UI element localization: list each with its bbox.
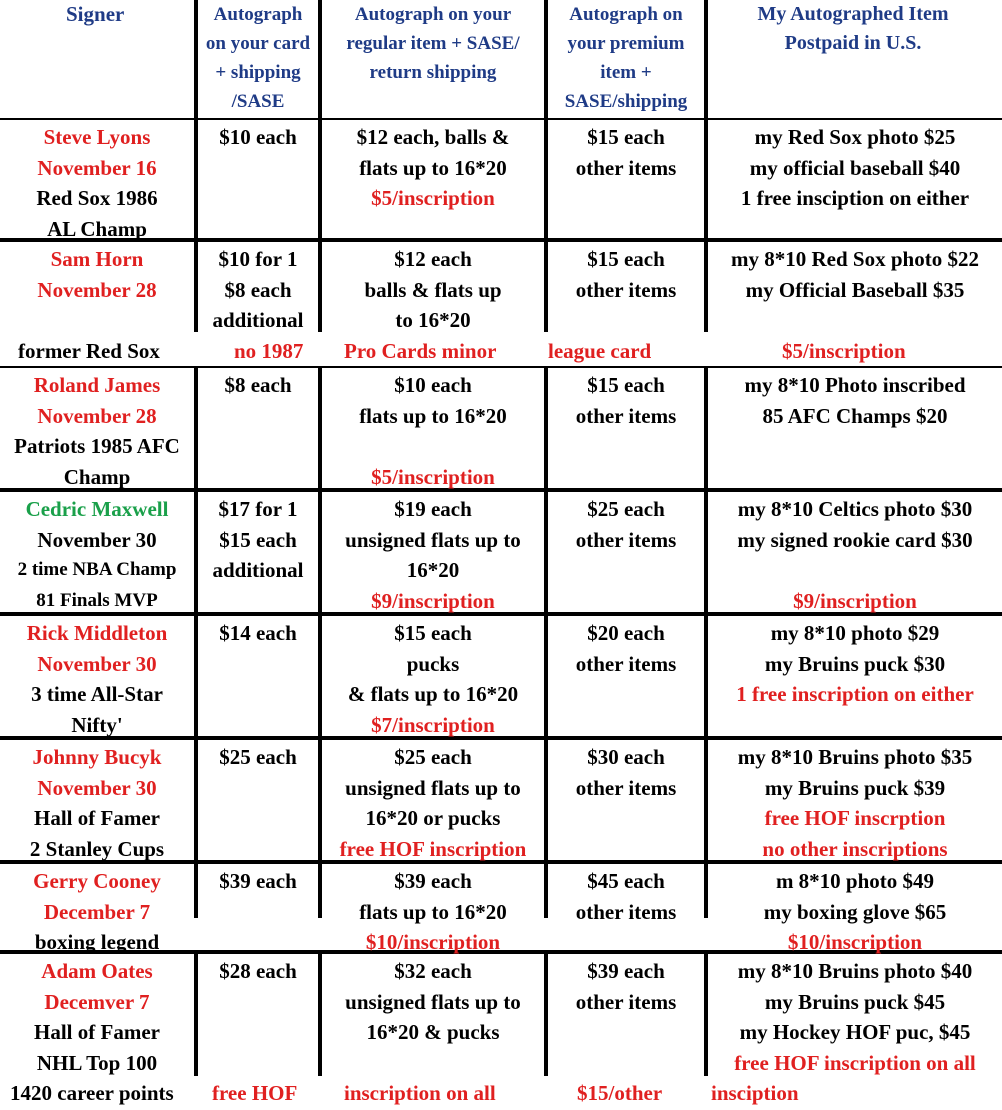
cell-line: $20 each (587, 621, 665, 645)
signer-cell (0, 122, 194, 244)
header-signer: Signer (66, 2, 125, 26)
inscription-price: $10/inscription (365, 930, 501, 954)
cell-line: 1 free inscription on either (736, 682, 974, 706)
cell-line: my 8*10 Bruins photo $35 (737, 745, 973, 769)
regular-price-cell (322, 244, 544, 336)
note-text: Pro Cards minor (344, 339, 497, 363)
cell-line: flats up to 16*20 (359, 899, 507, 924)
cell-line: free HOF inscription on all (734, 1050, 976, 1075)
my-item-cell (708, 618, 1002, 710)
signer-cell (0, 494, 194, 616)
regular-price-cell (322, 370, 544, 492)
inscription-price: $5/inscription (782, 339, 906, 363)
cell-line: my 8*10 Photo inscribed (744, 373, 966, 397)
signer-note: 81 Finals MVP (36, 589, 158, 611)
signer-note: NHL Top 100 (36, 1050, 158, 1075)
cell-line: $15 each (219, 527, 297, 552)
premium-price-cell (548, 244, 704, 305)
signing-date: November 28 (37, 277, 157, 302)
cell-line: $14 each (219, 621, 297, 645)
regular-price-cell (322, 122, 544, 214)
signer-cell (0, 618, 194, 740)
cell-line: my Official Baseball $35 (745, 277, 965, 302)
cell-line: $15 each (394, 621, 472, 645)
note-text: free HOF (212, 1081, 298, 1105)
signer-name: Roland James (33, 373, 161, 397)
cell-line: other items (575, 155, 677, 180)
signer-note: former Red Sox (18, 339, 160, 363)
inscription-price: free HOF inscription (339, 836, 527, 861)
card-price-cell (198, 370, 318, 401)
signer-name: Sam Horn (50, 247, 144, 271)
signing-date: November 16 (37, 155, 157, 180)
signing-date: November 30 (37, 651, 157, 676)
my-item-cell (708, 742, 1002, 864)
cell-line: my official baseball $40 (749, 155, 961, 180)
inscription-price: $7/inscription (371, 712, 495, 737)
cell-line: $39 each (219, 869, 297, 893)
cell-line: $30 each (587, 745, 665, 769)
cell-line: additional (212, 558, 304, 582)
signer-note: Hall of Famer (34, 806, 160, 830)
table-row (0, 120, 1002, 241)
cell-line: m 8*10 photo $49 (775, 869, 935, 893)
cell-line: my Red Sox photo $25 (754, 125, 956, 149)
my-item-cell (708, 370, 1002, 431)
cell-line: 85 AFC Champs $20 (762, 403, 948, 428)
card-price-cell (198, 122, 318, 153)
row-bottom-line (0, 1078, 1002, 1108)
header-col-my-item: My Autographed Item Postpaid in U.S. (757, 3, 949, 54)
my-item-cell (708, 244, 1002, 305)
premium-price-cell (548, 956, 704, 1017)
regular-price-cell (322, 742, 544, 864)
note-text: no 1987 (234, 339, 304, 363)
table-row (0, 864, 1002, 954)
premium-price-cell (548, 370, 704, 431)
card-price-cell (198, 618, 318, 649)
card-price-cell (198, 742, 318, 773)
table-row (0, 368, 1002, 488)
signing-date: November 30 (37, 527, 157, 552)
cell-line: my Hockey HOF puc, $45 (739, 1020, 971, 1044)
cell-line: $10 for 1 (218, 247, 298, 271)
signer-name: Steve Lyons (43, 125, 151, 149)
signer-note: boxing legend (34, 930, 160, 954)
cell-line: other items (575, 403, 677, 428)
signer-note: 2 time NBA Champ (17, 559, 177, 580)
cell-line: to 16*20 (395, 308, 471, 332)
cell-line: $15 each (587, 247, 665, 271)
cell-line: free HOF inscrption (764, 806, 946, 830)
signer-note: AL Champ (47, 216, 147, 241)
cell-line: balls & flats up (364, 277, 502, 302)
cell-line: $19 each (394, 497, 472, 521)
cell-line: $25 each (394, 745, 472, 769)
my-item-cell (708, 122, 1002, 214)
signer-note: Hall of Famer (34, 1020, 160, 1044)
regular-price-cell (322, 956, 544, 1048)
header-col-card: Autograph on your card + shipping /SASE (205, 4, 311, 112)
cell-line: my 8*10 Bruins photo $40 (737, 959, 973, 983)
regular-price-cell (322, 866, 544, 958)
inscription-price: $5/inscription (371, 186, 495, 210)
row-bottom-line (0, 336, 1002, 366)
my-item-cell (708, 494, 1002, 616)
signer-note: 1420 career points (10, 1081, 174, 1105)
signer-note: 2 Stanley Cups (29, 836, 165, 861)
cell-line: $39 each (394, 869, 472, 893)
cell-line: my 8*10 Celtics photo $30 (737, 497, 973, 521)
cell-line: $12 each (394, 247, 472, 271)
cell-line: $17 for 1 (218, 497, 298, 521)
premium-price-cell (548, 494, 704, 555)
cell-line: $10/inscription (787, 930, 923, 954)
cell-line: pucks (406, 651, 460, 676)
signer-cell (0, 370, 194, 492)
header-col-regular: Autograph on your regular item + SASE/ return shipping (346, 4, 520, 83)
cell-line: $10 each (219, 125, 297, 149)
cell-line: additional (212, 308, 304, 332)
signing-date: November 30 (37, 775, 157, 800)
cell-line: $10 each (394, 373, 472, 397)
table-row (0, 616, 1002, 736)
cell-line: my Bruins puck $39 (764, 775, 946, 800)
signing-date: November 28 (37, 403, 157, 428)
card-price-cell (198, 494, 318, 586)
cell-line: $9/inscription (793, 588, 917, 613)
signer-name: Gerry Cooney (33, 869, 161, 893)
cell-line: unsigned flats up to (345, 989, 521, 1014)
table-row (0, 954, 1002, 1110)
signer-note: Nifty' (71, 712, 123, 737)
cell-line: flats up to 16*20 (359, 155, 507, 180)
table-row (0, 740, 1002, 860)
cell-line: other items (575, 277, 677, 302)
cell-line: my signed rookie card $30 (737, 527, 973, 552)
card-price-cell (198, 244, 318, 336)
cell-line: & flats up to 16*20 (347, 682, 519, 706)
cell-line: $12 each, balls & (356, 125, 510, 149)
note-text: inscription on all (344, 1081, 496, 1105)
cell-line: my boxing glove $65 (763, 899, 947, 924)
cell-line: $25 each (219, 745, 297, 769)
cell-line: 16*20 or pucks (365, 806, 501, 830)
cell-line: my 8*10 Red Sox photo $22 (731, 247, 979, 271)
regular-price-cell (322, 494, 544, 616)
signer-cell (0, 244, 194, 305)
cell-line: 16*20 & pucks (366, 1020, 500, 1044)
cell-line: $8 each (224, 277, 292, 302)
signer-note: Patriots 1985 AFC (14, 434, 180, 458)
cell-line: other items (575, 989, 677, 1014)
cell-line: $32 each (394, 959, 472, 983)
cell-line: 16*20 (406, 558, 460, 582)
cell-line: $8 each (224, 373, 292, 397)
signer-name: Johnny Bucyk (32, 745, 162, 769)
cell-line: my Bruins puck $45 (764, 989, 946, 1014)
signer-cell (0, 866, 194, 958)
header-col-premium: Autograph on your premium item + SASE/shipping (564, 4, 688, 112)
cell-line: $15 each (587, 125, 665, 149)
cell-line: no other inscriptions (762, 836, 948, 861)
cell-line: $45 each (587, 869, 665, 893)
premium-price-cell (548, 742, 704, 803)
signer-name: Cedric Maxwell (25, 497, 169, 521)
cell-line: other items (575, 899, 677, 924)
cell-line: $28 each (219, 959, 297, 983)
note-text: $15/other (577, 1081, 663, 1105)
table-row (0, 242, 1002, 366)
my-item-cell (708, 866, 1002, 958)
signer-note: Champ (63, 464, 131, 489)
cell-line: 1 free insciption on either (740, 186, 970, 210)
signer-name: Rick Middleton (26, 621, 168, 645)
cell-line: other items (575, 775, 677, 800)
signing-date: December 7 (43, 899, 151, 924)
table-row (0, 492, 1002, 612)
note-text: league card (548, 339, 652, 363)
inscription-price: $5/inscription (371, 464, 495, 489)
cell-line: my 8*10 photo $29 (770, 621, 940, 645)
premium-price-cell (548, 122, 704, 183)
cell-line: other items (575, 527, 677, 552)
cell-line: $39 each (587, 959, 665, 983)
table-header (0, 0, 1002, 118)
note-text: insciption (711, 1081, 799, 1105)
inscription-price: $9/inscription (371, 588, 495, 613)
cell-line: my Bruins puck $30 (764, 651, 946, 676)
signer-cell (0, 742, 194, 864)
cell-line: other items (575, 651, 677, 676)
signer-note: 3 time All-Star (31, 682, 163, 706)
card-price-cell (198, 956, 318, 987)
signer-name: Adam Oates (41, 959, 153, 983)
cell-line: unsigned flats up to (345, 527, 521, 552)
premium-price-cell (548, 618, 704, 679)
cell-line: unsigned flats up to (345, 775, 521, 800)
signer-note: Red Sox 1986 (36, 186, 158, 210)
cell-line: flats up to 16*20 (359, 403, 507, 428)
card-price-cell (198, 866, 318, 897)
signer-cell (0, 956, 194, 1078)
signing-date: Decemver 7 (44, 989, 150, 1014)
cell-line: $25 each (587, 497, 665, 521)
regular-price-cell (322, 618, 544, 740)
my-item-cell (708, 956, 1002, 1078)
premium-price-cell (548, 866, 704, 927)
cell-line: $15 each (587, 373, 665, 397)
